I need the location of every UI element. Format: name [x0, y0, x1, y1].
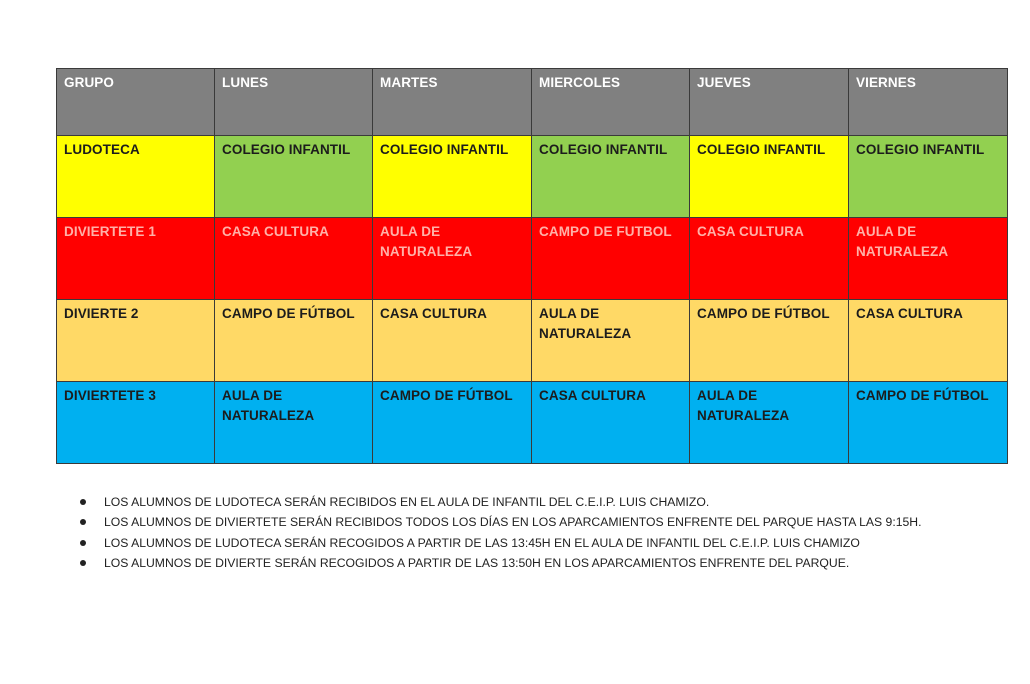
schedule-cell: AULA DE NATURALEZA [849, 218, 1008, 300]
table-row-divierte-2 [57, 300, 1008, 382]
header-viernes: VIERNES [849, 69, 1008, 136]
schedule-cell: CAMPO DE FÚTBOL [849, 382, 1008, 464]
notes-list [78, 492, 921, 573]
bullet-icon [80, 540, 86, 546]
schedule-cell: AULA DE NATURALEZA [532, 300, 690, 382]
bullet-icon [80, 499, 86, 505]
header-row [57, 69, 1008, 136]
schedule-cell: COLEGIO INFANTIL [690, 136, 849, 218]
note-text: LOS ALUMNOS DE DIVIERTETE SERÁN RECIBIDOS TODOS LOS DÍAS EN LOS APARCAMIENTOS ENFRENTE DEL PARQUE HASTA LAS 9:15H. [104, 515, 922, 530]
note-text: LOS ALUMNOS DE DIVIERTE SERÁN RECOGIDOS A PARTIR DE LAS 13:50H EN LOS APARCAMIENTOS ENFRENTE DEL PARQUE. [104, 555, 850, 570]
note-text: LOS ALUMNOS DE LUDOTECA SERÁN RECIBIDOS EN EL AULA DE INFANTIL DEL C.E.I.P. LUIS CHAMIZO. [104, 495, 710, 509]
schedule-cell: AULA DE NATURALEZA [373, 218, 532, 300]
group-cell: DIVIERTETE 1 [57, 218, 215, 300]
bullet-icon [80, 519, 86, 525]
schedule-cell: CASA CULTURA [849, 300, 1008, 382]
schedule-cell: AULA DE NATURALEZA [215, 382, 373, 464]
schedule-cell: CAMPO DE FÚTBOL [373, 382, 532, 464]
note-text: LOS ALUMNOS DE LUDOTECA SERÁN RECOGIDOS A PARTIR DE LAS 13:45H EN EL AULA DE INFANTIL DEL C.E.I.P. LUIS CHAMIZO [104, 535, 860, 550]
schedule-cell: COLEGIO INFANTIL [373, 136, 532, 218]
schedule-cell: CASA CULTURA [215, 218, 373, 300]
table-row-diviertete-1 [57, 218, 1008, 300]
schedule-cell: CAMPO DE FUTBOL [532, 218, 690, 300]
list-item [78, 492, 921, 512]
group-cell: LUDOTECA [57, 136, 215, 218]
table-row-diviertete-3 [57, 382, 1008, 464]
header-grupo: GRUPO [57, 69, 215, 136]
group-cell: DIVIERTETE 3 [57, 382, 215, 464]
list-item [78, 553, 921, 573]
schedule-cell: CASA CULTURA [532, 382, 690, 464]
header-jueves: JUEVES [690, 69, 849, 136]
list-item [78, 533, 921, 553]
schedule-cell: CASA CULTURA [373, 300, 532, 382]
schedule-cell: AULA DE NATURALEZA [690, 382, 849, 464]
group-cell: DIVIERTE 2 [57, 300, 215, 382]
bullet-icon [80, 560, 86, 566]
schedule-cell: COLEGIO INFANTIL [215, 136, 373, 218]
schedule-cell: CAMPO DE FÚTBOL [215, 300, 373, 382]
header-miercoles: MIERCOLES [532, 69, 690, 136]
list-item [78, 512, 921, 532]
table-row-ludoteca [57, 136, 1008, 218]
schedule-cell: CAMPO DE FÚTBOL [690, 300, 849, 382]
schedule-cell: COLEGIO INFANTIL [532, 136, 690, 218]
schedule-table [56, 68, 1008, 464]
schedule-cell: CASA CULTURA [690, 218, 849, 300]
header-lunes: LUNES [215, 69, 373, 136]
schedule-cell: COLEGIO INFANTIL [849, 136, 1008, 218]
header-martes: MARTES [373, 69, 532, 136]
